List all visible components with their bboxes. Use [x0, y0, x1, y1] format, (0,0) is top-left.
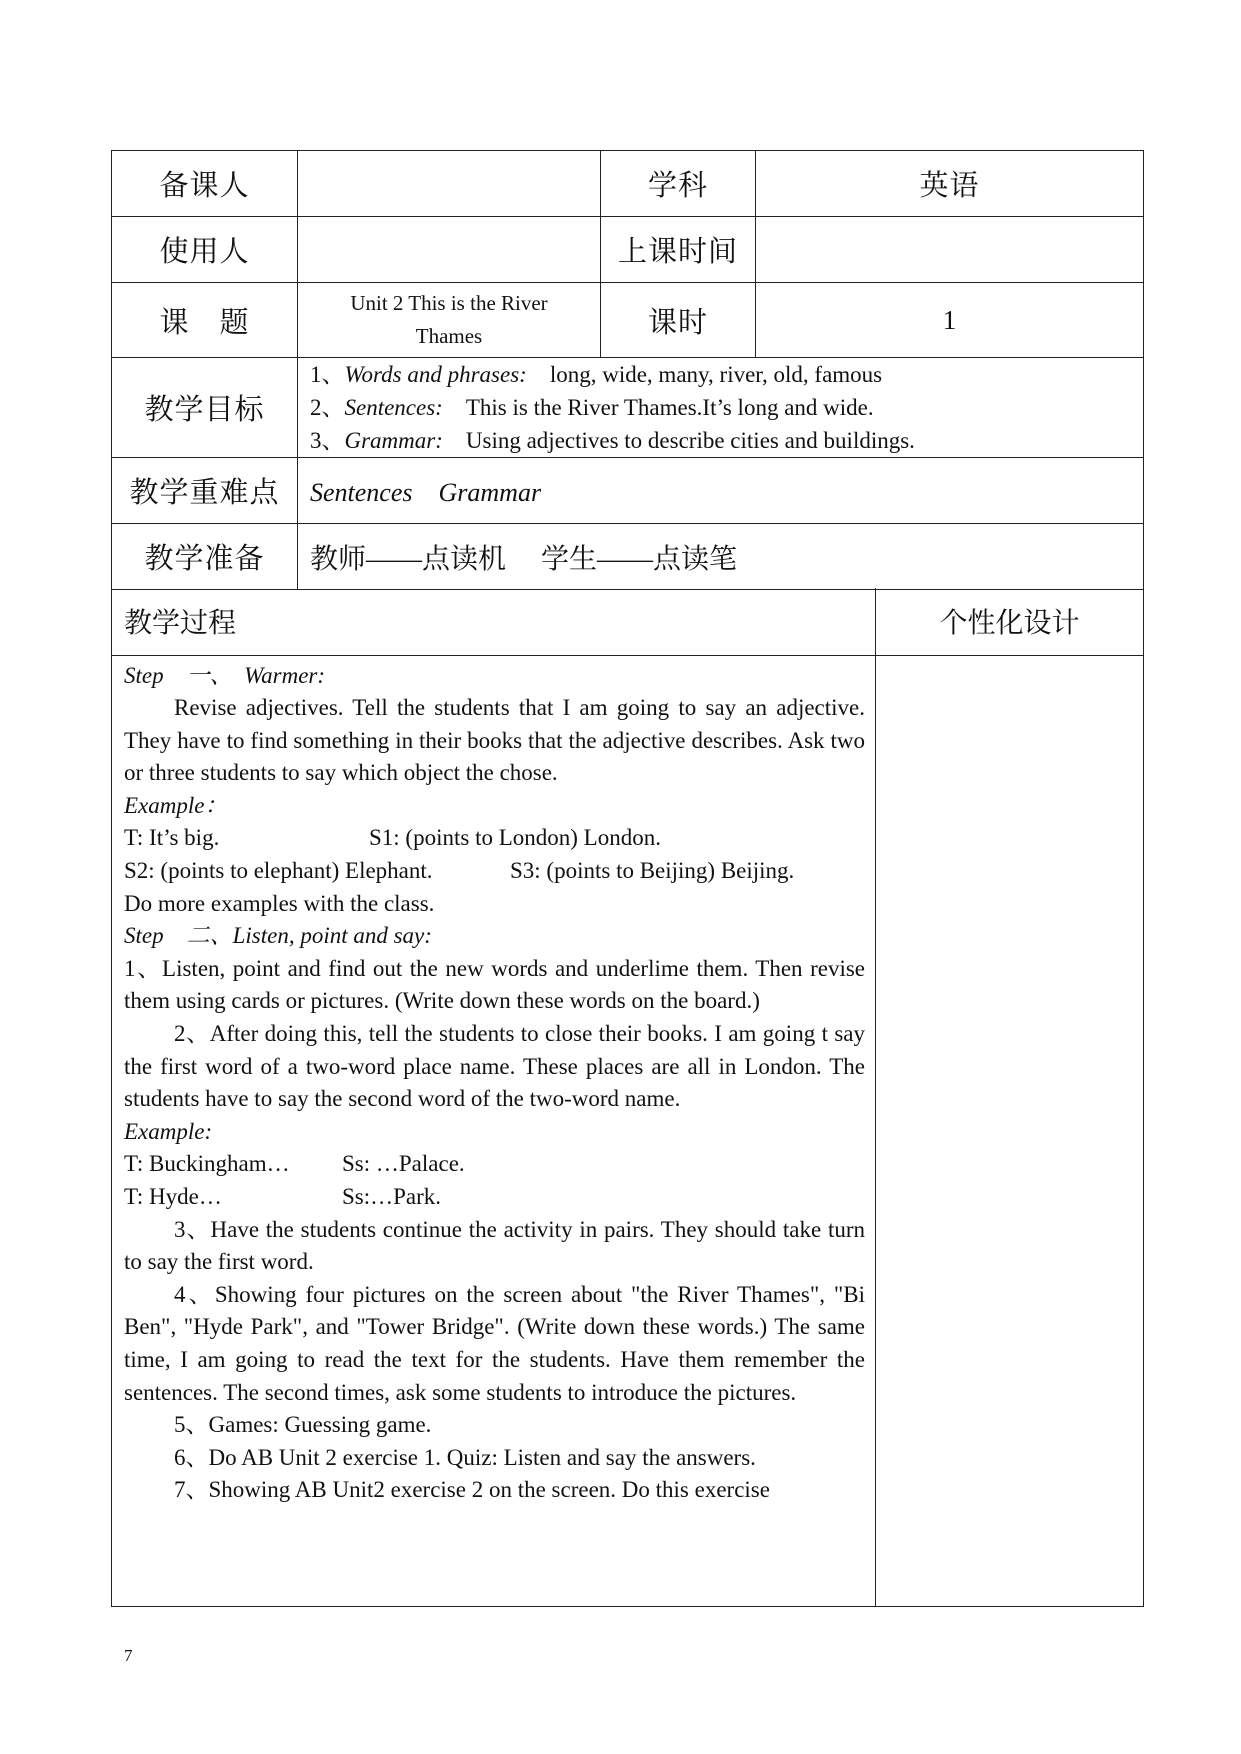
step2-item-7: 7、Showing AB Unit2 exercise 2 on the screen. Do this exercise — [174, 1477, 770, 1503]
example1-label: Example： — [124, 792, 228, 818]
step2-item-4: 4、Showing four pictures on the screen about "the River Thames", "Bi Ben", "Hyde Park", and "Tower Bridge". (Write down these words.) The same time, I am going to read the text for the students. Have them remember the sentences. The second times, ask some students to introduce the pictures. — [124, 1281, 865, 1405]
topic-label: 课 题 — [112, 283, 298, 358]
subject-label: 学科 — [601, 151, 756, 217]
class-time-label: 上课时间 — [601, 217, 756, 283]
example1-line1: T: It’s big. S1: (points to London) London. — [124, 825, 661, 851]
row-objectives — [112, 358, 1144, 458]
lesson-header-table — [111, 150, 1144, 590]
step1-paragraph: Revise adjectives. Tell the students that I am going to say an adjective. They have to find something in their books that the adjective describes. Ask two or three students to say which object the chose. — [124, 695, 865, 786]
prep-label: 教学准备 — [112, 524, 298, 590]
process-header-row — [112, 588, 1144, 655]
example2-line2: T: Hyde… Ss:…Park. — [124, 1184, 442, 1209]
process-content — [112, 656, 875, 1606]
user-value — [298, 217, 601, 283]
step2-item-6: 6、Do AB Unit 2 exercise 1. Quiz: Listen and say the answers. — [174, 1444, 756, 1470]
topic-value-line1: Unit 2 This is the River — [350, 291, 548, 315]
page-number: 7 — [124, 1646, 133, 1665]
row-preparation — [112, 524, 1144, 590]
preparer-value — [298, 151, 601, 217]
personal-design-label: 个性化设计 — [876, 588, 1144, 655]
process-table — [111, 588, 1144, 1607]
process-label: 教学过程 — [112, 588, 876, 655]
period-label: 课时 — [601, 283, 756, 358]
class-time-value — [756, 217, 1144, 283]
example2-label: Example: — [124, 1118, 213, 1144]
objective-item: 2、Sentences: This is the River Thames.It’s long and wide. — [310, 395, 874, 420]
keypoints-value: Sentences Grammar — [298, 458, 1144, 524]
example1-line2: S2: (points to elephant) Elephant. S3: (points to Beijing) Beijing. — [124, 858, 795, 884]
row-topic — [112, 283, 1144, 358]
step1-title: Step 一、 Warmer: — [124, 662, 326, 688]
row-user — [112, 217, 1144, 283]
step2-item-5: 5、Games: Guessing game. — [174, 1412, 432, 1438]
preparer-label: 备课人 — [112, 151, 298, 217]
row-preparer — [112, 151, 1144, 217]
prep-value: 教师——点读机 学生——点读笔 — [298, 524, 1144, 590]
step2-item-3: 3、Have the students continue the activity in pairs. They should take turn to say the first word. — [124, 1216, 865, 1275]
step2-title: Step 二、Listen, point and say: — [124, 923, 432, 949]
objective-item: 1、Words and phrases: long, wide, many, river, old, famous — [310, 362, 883, 387]
topic-value-line2: Thames — [415, 324, 483, 348]
period-value: 1 — [756, 283, 1144, 358]
process-body-row — [112, 655, 1144, 1606]
personal-design-cell — [876, 655, 1144, 1606]
process-content-cell — [112, 655, 876, 1606]
objectives-label: 教学目标 — [112, 358, 298, 458]
row-keypoints — [112, 458, 1144, 524]
objective-item: 3、Grammar: Using adjectives to describe cities and buildings. — [310, 428, 915, 453]
user-label: 使用人 — [112, 217, 298, 283]
objectives-list — [298, 358, 1144, 458]
topic-value — [298, 283, 601, 358]
example2-line1: T: Buckingham… Ss: …Palace. — [124, 1151, 465, 1177]
step1-more: Do more examples with the class. — [124, 890, 435, 916]
keypoints-label: 教学重难点 — [112, 458, 298, 524]
subject-value: 英语 — [756, 151, 1144, 217]
step2-item-1: 1、Listen, point and find out the new words and underlime them. Then revise them using cards or pictures. (Write down these words on the board.) — [124, 955, 865, 1014]
step2-item-2: 2、After doing this, tell the students to close their books. I am going t say the first word of a two-word place name. These places are all in London. The students have to say the second word of the two-word name. — [124, 1021, 865, 1112]
